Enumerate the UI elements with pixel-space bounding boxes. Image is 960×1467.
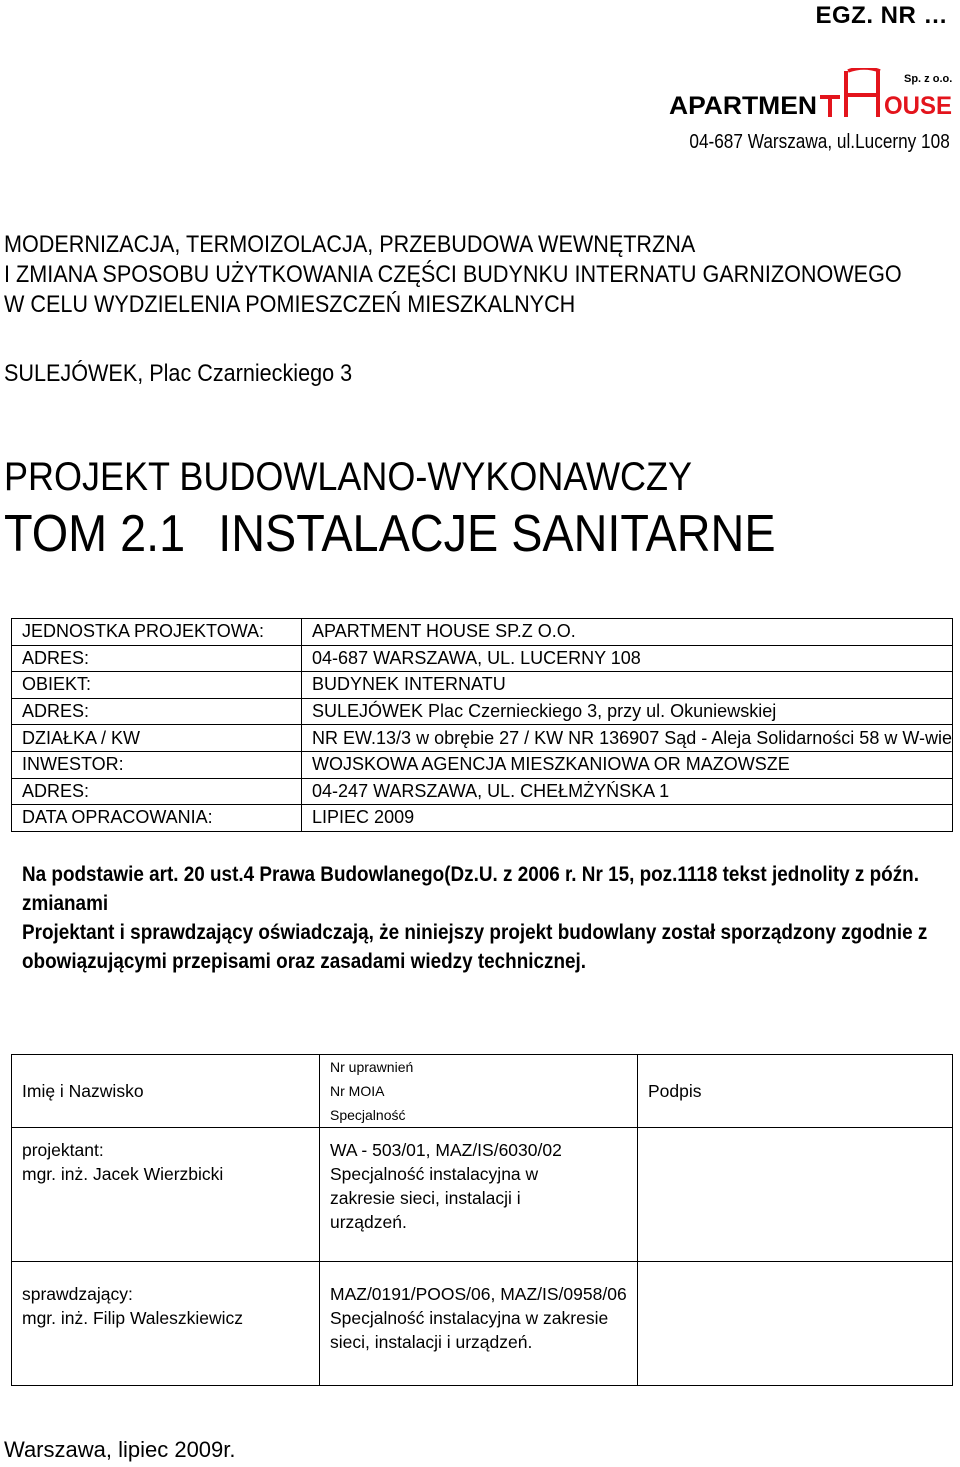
checker-row	[12, 1262, 953, 1386]
signature-table-header	[12, 1055, 953, 1128]
legal-basis: Na podstawie art. 20 ust.4 Prawa Budowlanego(Dz.U. z 2006 r. Nr 15, poz.1118 tekst jednolity z późn. zmianami	[22, 863, 919, 915]
info-value: WOJSKOWA AGENCJA MIESZKANIOWA OR MAZOWSZE	[302, 751, 953, 778]
info-row	[12, 778, 953, 805]
checker-role: sprawdzający:	[22, 1284, 133, 1304]
info-label: INWESTOR:	[12, 751, 302, 778]
volume-number: TOM 2.1	[4, 505, 186, 563]
info-label: DZIAŁKA / KW	[12, 725, 302, 752]
license-line: MAZ/0191/POOS/06, MAZ/IS/0958/06	[330, 1284, 627, 1304]
info-value: APARTMENT HOUSE SP.Z O.O.	[302, 619, 953, 646]
designer-cell	[12, 1128, 320, 1262]
info-row	[12, 672, 953, 699]
info-value: NR EW.13/3 w obrębie 27 / KW NR 136907 Sąd - Aleja Solidarności 58 w W-wie	[302, 725, 953, 752]
signature-table	[11, 1054, 953, 1386]
company-address: 04-687 Warszawa, ul.Lucerny 108	[689, 131, 950, 153]
place-and-date: Warszawa, lipiec 2009r.	[4, 1437, 236, 1462]
header-signature: Podpis	[638, 1055, 953, 1128]
info-value: BUDYNEK INTERNATU	[302, 672, 953, 699]
header-license	[320, 1055, 638, 1128]
info-label: JEDNOSTKA PROJEKTOWA:	[12, 619, 302, 646]
header-license-line: Nr MOIA	[330, 1083, 385, 1099]
volume-name: INSTALACJE SANITARNE	[218, 505, 776, 563]
header-license-line: Nr uprawnień	[330, 1059, 414, 1075]
checker-cell	[12, 1262, 320, 1386]
license-line: WA - 503/01, MAZ/IS/6030/02	[330, 1140, 562, 1160]
project-location: SULEJÓWEK, Plac Czarnieckiego 3	[4, 360, 353, 387]
info-row	[12, 619, 953, 646]
license-line: Specjalność instalacyjna w zakresie	[330, 1308, 609, 1328]
license-line: zakresie sieci, instalacji i	[330, 1188, 521, 1208]
checker-signature	[638, 1262, 953, 1386]
info-label: ADRES:	[12, 645, 302, 672]
info-label: DATA OPRACOWANIA:	[12, 805, 302, 832]
project-type: PROJEKT BUDOWLANO-WYKONAWCZY	[4, 455, 693, 499]
info-row	[12, 805, 953, 832]
license-line: sieci, instalacji i urządzeń.	[330, 1332, 533, 1352]
info-value: 04-687 WARSZAWA, UL. LUCERNY 108	[302, 645, 953, 672]
svg-text:APARTMEN: APARTMEN	[669, 92, 817, 120]
project-title	[4, 230, 960, 320]
info-label: ADRES:	[12, 778, 302, 805]
volume-title	[4, 504, 776, 564]
legal-statement	[22, 860, 952, 976]
checker-name: mgr. inż. Filip Waleszkiewicz	[22, 1308, 244, 1328]
designer-name: mgr. inż. Jacek Wierzbicki	[22, 1164, 224, 1184]
license-line: Specjalność instalacyjna w	[330, 1164, 539, 1184]
designer-license	[320, 1128, 638, 1262]
info-label: ADRES:	[12, 698, 302, 725]
license-line: urządzeń.	[330, 1212, 407, 1232]
copy-number: EGZ. NR …	[815, 2, 948, 29]
designer-row	[12, 1128, 953, 1262]
info-value: LIPIEC 2009	[302, 805, 953, 832]
designer-role: projektant:	[22, 1140, 104, 1160]
info-row	[12, 645, 953, 672]
title-line-3: W CELU WYDZIELENIA POMIESZCZEŃ MIESZKALNYCH	[4, 291, 576, 318]
header-name: Imię i Nazwisko	[12, 1055, 320, 1128]
header-license-line: Specjalność	[330, 1107, 406, 1123]
info-row	[12, 725, 953, 752]
info-row	[12, 751, 953, 778]
svg-text:Sp. z o.o.: Sp. z o.o.	[904, 73, 953, 85]
project-info-table	[11, 618, 953, 832]
company-logo	[668, 68, 956, 126]
title-line-2: I ZMIANA SPOSOBU UŻYTKOWANIA CZĘŚCI BUDYNKU INTERNATU GARNIZONOWEGO	[4, 261, 902, 288]
designer-declaration: Projektant i sprawdzający oświadczają, że niniejszy projekt budowlany został sporządzony zgodnie z obowiązującymi przepisami oraz zasadami wiedzy technicznej.	[22, 921, 928, 973]
info-value: 04-247 WARSZAWA, UL. CHEŁMŻYŃSKA 1	[302, 778, 953, 805]
designer-signature	[638, 1128, 953, 1262]
info-row	[12, 698, 953, 725]
apartment-house-logo	[668, 68, 956, 126]
info-label: OBIEKT:	[12, 672, 302, 699]
checker-license	[320, 1262, 638, 1386]
title-line-1: MODERNIZACJA, TERMOIZOLACJA, PRZEBUDOWA WEWNĘTRZNA	[4, 231, 696, 258]
info-value: SULEJÓWEK Plac Czerniеckiego 3, przy ul. Okuniewskiej	[302, 698, 953, 725]
svg-text:OUSE: OUSE	[884, 92, 952, 120]
